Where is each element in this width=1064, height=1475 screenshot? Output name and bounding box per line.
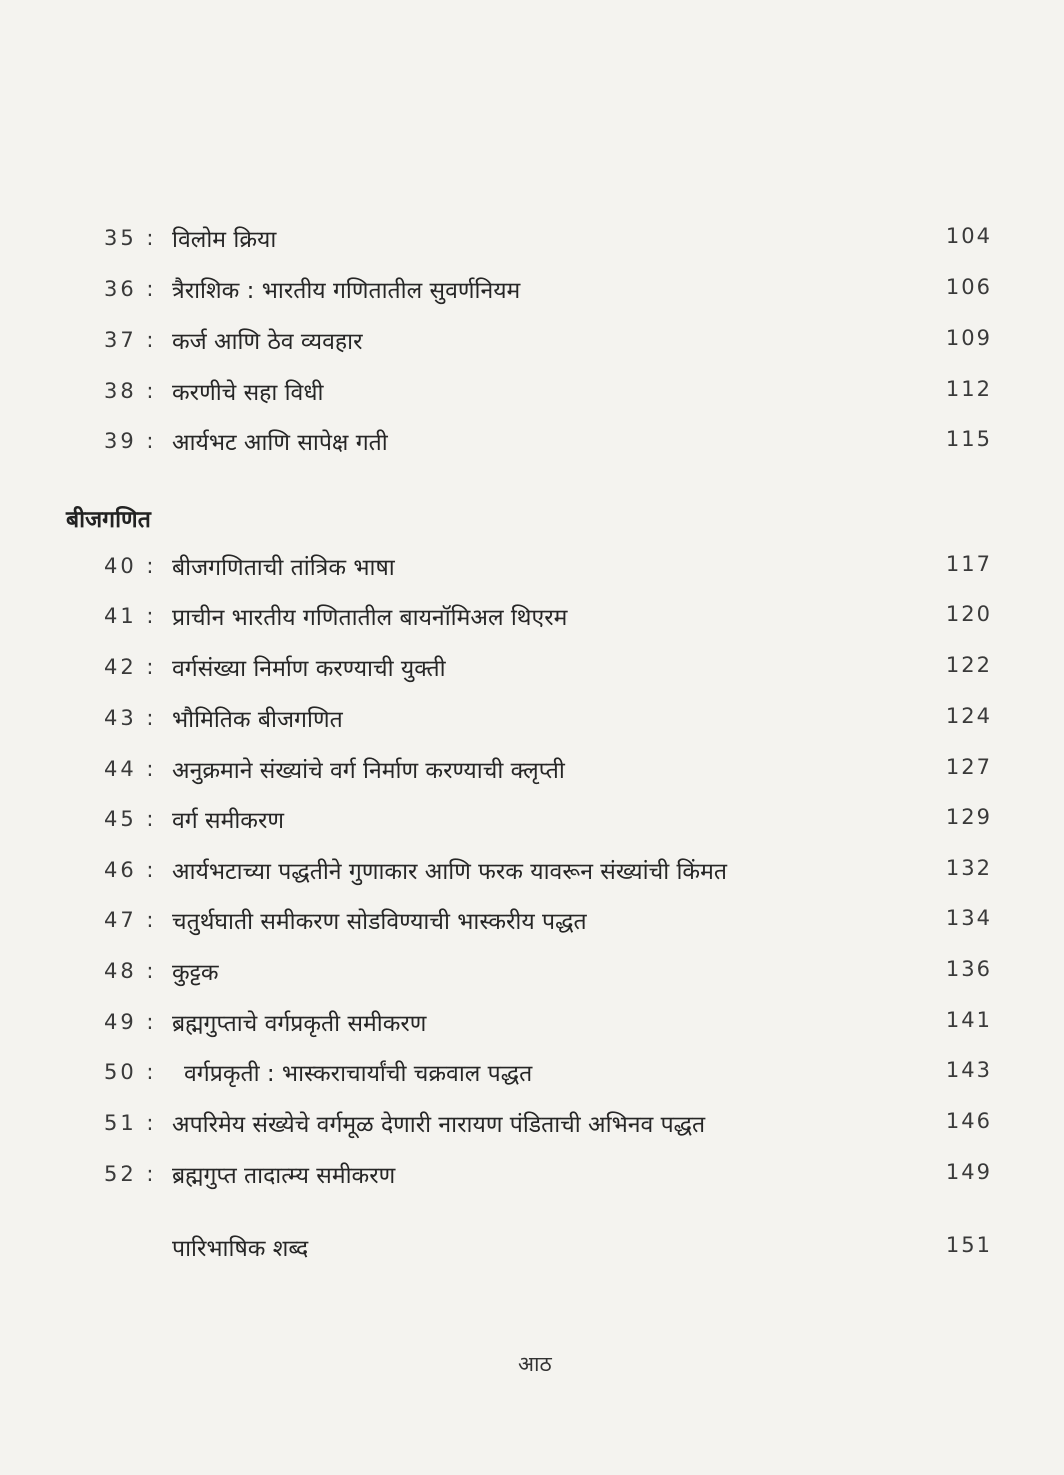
- toc-entry: [0, 904, 1064, 944]
- entry-number: 52 :: [104, 1162, 157, 1186]
- entry-number: 35 :: [104, 226, 157, 250]
- toc-entry: [0, 955, 1064, 995]
- entry-title: अनुक्रमाने संख्यांचे वर्ग निर्माण करण्याची क्लृप्ती: [172, 758, 565, 784]
- glossary-title: पारिभाषिक शब्द: [172, 1236, 309, 1262]
- entry-number: 51 :: [104, 1111, 157, 1135]
- entry-page: 112: [945, 377, 992, 401]
- entry-number: 41 :: [104, 604, 157, 628]
- entry-page: 106: [945, 275, 992, 299]
- entry-title: कर्ज आणि ठेव व्यवहार: [172, 329, 363, 355]
- toc-entry: [0, 222, 1064, 262]
- entry-number: 36 :: [104, 277, 157, 301]
- entry-title: त्रैराशिक : भारतीय गणितातील सुवर्णनियम: [172, 278, 521, 304]
- entry-number: 43 :: [104, 706, 157, 730]
- entry-page: 117: [945, 552, 992, 576]
- entry-number: 48 :: [104, 959, 157, 983]
- page-folio: आठ: [518, 1352, 552, 1376]
- toc-entry: [0, 375, 1064, 415]
- entry-page: 120: [945, 602, 992, 626]
- toc-entry: [0, 1158, 1064, 1198]
- entry-title: आर्यभटाच्या पद्धतीने गुणाकार आणि फरक यावरून संख्यांची किंमत: [172, 859, 727, 885]
- toc-entry: [0, 1056, 1064, 1096]
- entry-title: आर्यभट आणि सापेक्ष गती: [172, 430, 388, 456]
- entry-page: 149: [945, 1160, 992, 1184]
- entry-title: कुट्टक: [172, 960, 219, 986]
- entry-page: 109: [945, 326, 992, 350]
- entry-number: 44 :: [104, 757, 157, 781]
- entry-title: अपरिमेय संख्येचे वर्गमूळ देणारी नारायण पंडिताची अभिनव पद्धत: [172, 1112, 706, 1138]
- entry-number: 38 :: [104, 379, 157, 403]
- glossary-page: 151: [945, 1233, 992, 1257]
- entry-title: विलोम क्रिया: [172, 227, 277, 253]
- entry-page: 141: [945, 1008, 992, 1032]
- toc-entry: [0, 1107, 1064, 1147]
- entry-page: 136: [945, 957, 992, 981]
- toc-entry: [0, 753, 1064, 793]
- toc-glossary-entry: [0, 1231, 1064, 1271]
- entry-number: 47 :: [104, 908, 157, 932]
- entry-page: 143: [945, 1058, 992, 1082]
- entry-number: 37 :: [104, 328, 157, 352]
- entry-number: 42 :: [104, 655, 157, 679]
- entry-title: बीजगणिताची तांत्रिक भाषा: [172, 555, 395, 581]
- toc-entry: [0, 1006, 1064, 1046]
- toc-entry: [0, 324, 1064, 364]
- entry-number: 40 :: [104, 554, 157, 578]
- entry-page: 129: [945, 805, 992, 829]
- section-heading: बीजगणित: [66, 507, 151, 533]
- entry-page: 132: [945, 856, 992, 880]
- entry-page: 134: [945, 906, 992, 930]
- entry-title: ब्रह्मगुप्ताचे वर्गप्रकृती समीकरण: [172, 1011, 427, 1037]
- entry-number: 39 :: [104, 429, 157, 453]
- entry-page: 104: [945, 224, 992, 248]
- toc-entry: [0, 600, 1064, 640]
- entry-title: वर्ग समीकरण: [172, 808, 285, 834]
- entry-page: 122: [945, 653, 992, 677]
- entry-page: 127: [945, 755, 992, 779]
- entry-number: 45 :: [104, 807, 157, 831]
- entry-number: 49 :: [104, 1010, 157, 1034]
- entry-title: भौमितिक बीजगणित: [172, 707, 343, 733]
- entry-number: 46 :: [104, 858, 157, 882]
- entry-number: 50 :: [104, 1060, 157, 1084]
- entry-page: 146: [945, 1109, 992, 1133]
- entry-title: वर्गसंख्या निर्माण करण्याची युक्ती: [172, 656, 446, 682]
- toc-entry: [0, 273, 1064, 313]
- entry-title: ब्रह्मगुप्त तादात्म्य समीकरण: [172, 1163, 396, 1189]
- entry-title: वर्गप्रकृती : भास्कराचार्यांची चक्रवाल पद्धत: [184, 1061, 533, 1087]
- entry-title: प्राचीन भारतीय गणितातील बायनॉमिअल थिएरम: [172, 605, 568, 631]
- entry-title: करणीचे सहा विधी: [172, 380, 324, 406]
- toc-entry: [0, 702, 1064, 742]
- entry-title: चतुर्थघाती समीकरण सोडविण्याची भास्करीय पद्धत: [172, 909, 587, 935]
- toc-entry: [0, 651, 1064, 691]
- entry-page: 115: [945, 427, 992, 451]
- entry-page: 124: [945, 704, 992, 728]
- toc-entry: [0, 803, 1064, 843]
- toc-entry: [0, 854, 1064, 894]
- toc-entry: [0, 425, 1064, 465]
- toc-entry: [0, 550, 1064, 590]
